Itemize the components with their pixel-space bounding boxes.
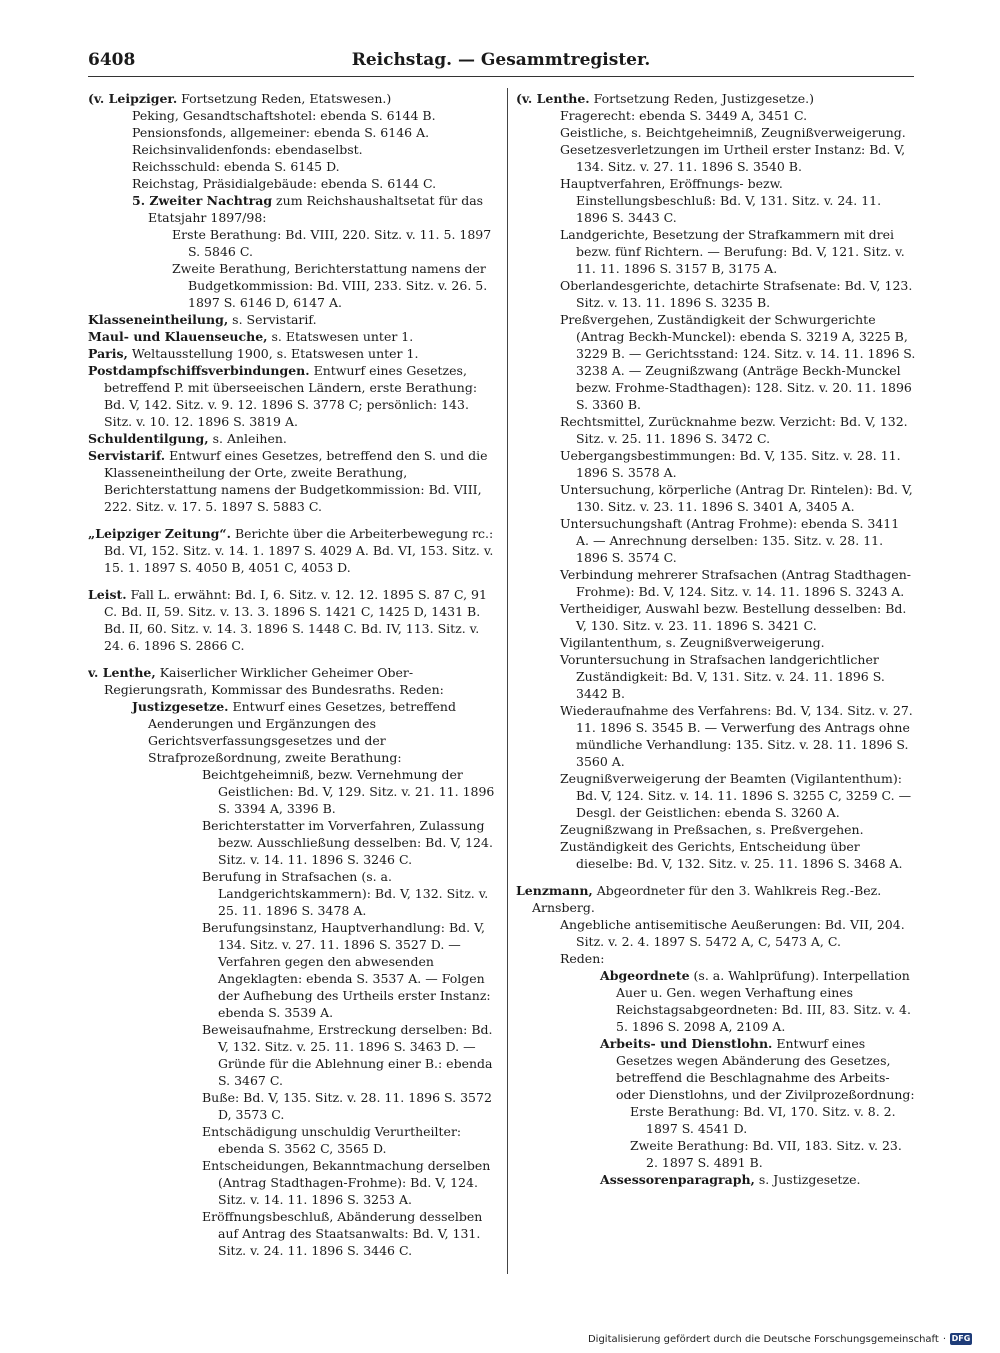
entry-text: Landgerichte, Besetzung der Strafkammern mit drei bezw. fünf Richtern. — Berufung: Bd. V, 121. Sitz. v. 11. 11. 1896 S. 3157 B, 3175 A. [560, 227, 905, 276]
entry-heading: Paris, [88, 346, 128, 361]
entry-text: Berufungsinstanz, Hauptverhandlung: Bd. V, 134. Sitz. v. 27. 11. 1896 S. 3527 D. — Verfahren gegen den abwesenden Angeklagten: ebenda S. 3537 A. — Folgen der Aufhebung des Urtheils erster Instanz: ebenda S. 3539 A. [202, 920, 491, 1020]
entry-text: Weltausstellung 1900, s. Etatswesen unter 1. [127, 346, 419, 361]
right-column-entry [516, 821, 916, 838]
left-column-entry [88, 430, 500, 447]
left-column-entry [88, 1123, 500, 1157]
entry-heading: Arbeits- und Dienstlohn. [600, 1036, 773, 1051]
entry-text: Untersuchungshaft (Antrag Frohme): ebenda S. 3411 A. — Anrechnung derselben: 135. Sitz. v. 28. 11. 1896 S. 3574 C. [560, 516, 900, 565]
right-column-entry [516, 566, 916, 600]
right-column-entry [516, 651, 916, 702]
entry-text: Entwurf eines Gesetzes, betreffend den S. und die Klasseneintheilung der Orte, zweite Berathung, Berichterstattung namens der Budgetkommission: Bd. VIII, 222. Sitz. v. 17. 5. 1897 S. 5883 C. [104, 448, 488, 514]
left-column-entry [88, 362, 500, 430]
entry-text: Uebergangsbestimmungen: Bd. V, 135. Sitz. v. 28. 11. 1896 S. 3578 A. [560, 448, 901, 480]
right-column-entry [516, 770, 916, 821]
entry-text: zum Reichshaushaltsetat für das Etatsjahr 1897/98: [148, 193, 484, 225]
right-column-entry [516, 481, 916, 515]
left-column-entry [88, 311, 500, 328]
entry-text: Berichterstatter im Vorverfahren, Zulassung bezw. Ausschließung desselben: Bd. V, 124. Sitz. v. 14. 11. 1896 S. 3246 C. [202, 818, 493, 867]
left-column-entry [88, 1021, 500, 1089]
left-column-entry [88, 107, 500, 124]
entry-text: Zeugnißzwang in Preßsachen, s. Preßvergehen. [560, 822, 864, 837]
entry-text: Fragerecht: ebenda S. 3449 A, 3451 C. [560, 108, 808, 123]
entry-text: Untersuchung, körperliche (Antrag Dr. Rintelen): Bd. V, 130. Sitz. v. 23. 11. 1896 S. 3401 A, 3405 A. [560, 482, 913, 514]
entry-text: Berufung in Strafsachen (s. a. Landgerichtskammern): Bd. V, 132. Sitz. v. 25. 11. 1896 S. 3478 A. [202, 869, 489, 918]
right-column-entry [516, 277, 916, 311]
right-column-entry [516, 515, 916, 566]
right-column-entry [516, 175, 916, 226]
entry-text: Reden: [560, 951, 605, 966]
entry-text: s. Justizgesetze. [754, 1172, 861, 1187]
right-column-entry [516, 226, 916, 277]
entry-text: Entschädigung unschuldig Verurtheilter: ebenda S. 3562 C, 3565 D. [202, 1124, 462, 1156]
left-column-entry [88, 447, 500, 515]
right-column-entry [516, 107, 916, 124]
left-column-entry [88, 90, 500, 107]
entry-heading: (v. Leipziger. [88, 91, 178, 106]
left-column-entry [88, 698, 500, 766]
column-divider [507, 88, 508, 1274]
right-column-entry [516, 916, 916, 950]
left-column-entry [88, 1208, 500, 1259]
dfg-logo-icon: DFG [951, 1334, 971, 1343]
entry-text: Berichte über die Arbeiterbewegung rc.: Bd. VI, 152. Sitz. v. 14. 1. 1897 S. 4029 A. Bd. VI, 153. Sitz. v. 15. 1. 1897 S. 4050 B, 4051 C, 4053 D. [104, 526, 494, 575]
entry-heading: Lenzmann, [516, 883, 593, 898]
entry-text: Fall L. erwähnt: Bd. I, 6. Sitz. v. 12. 12. 1895 S. 87 C, 91 C. Bd. II, 59. Sitz. v. 13. 3. 1896 S. 1421 C, 1425 D, 1431 B. Bd. II, 60. Sitz. v. 14. 3. 1896 S. 1448 C. Bd. IV, 113. Sitz. v. 24. 6. 1896 S. 2866 C. [104, 587, 487, 653]
left-column-entry [88, 1089, 500, 1123]
entry-text: Zeugnißverweigerung der Beamten (Vigilantenthum): Bd. V, 124. Sitz. v. 14. 11. 1896 S. 3255 C, 3259 C. — Desgl. der Geistlichen: ebenda S. 3260 A. [560, 771, 912, 820]
right-column-entry [516, 1171, 916, 1188]
entry-heading: 5. Zweiter Nachtrag [132, 193, 273, 208]
right-column-entry [516, 1137, 916, 1171]
left-column-entry [88, 345, 500, 362]
entry-text: Oberlandesgerichte, detachirte Strafsenate: Bd. V, 123. Sitz. v. 13. 11. 1896 S. 3235 B. [560, 278, 913, 310]
entry-text: Erste Berathung: Bd. VI, 170. Sitz. v. 8. 2. 1897 S. 4541 D. [630, 1104, 896, 1136]
entry-heading: Abgeordnete [600, 968, 690, 983]
entry-text: Entwurf eines Gesetzes, betreffend P. mit überseeischen Ländern, erste Berathung: Bd. V, 142. Sitz. v. 9. 12. 1896 S. 3778 C; persönlich: 143. Sitz. v. 10. 12. 1896 S. 3819 A. [104, 363, 478, 429]
footer-credit: Digitalisierung gefördert durch die Deutsche Forschungsgemeinschaft [587, 1333, 939, 1345]
right-column-entry [516, 1035, 916, 1103]
entry-text: Beweisaufnahme, Erstreckung derselben: Bd. V, 132. Sitz. v. 25. 11. 1896 S. 3463 D. — Gründe für die Ablehnung einer B.: ebenda S. 3467 C. [202, 1022, 493, 1088]
entry-text: s. Anleihen. [208, 431, 287, 446]
left-column-entry [88, 158, 500, 175]
entry-text: Preßvergehen, Zuständigkeit der Schwurgerichte (Antrag Beckh-Munckel): ebenda S. 3219 A, 3225 B, 3229 B. — Gerichtsstand: 124. Sitz. v. 14. 11. 1896 S. 3238 A. — Zeugnißzwang (Anträge Beckh-Munckel bezw. Frohme-Stadthagen): 128. Sitz. v. 20. 11. 1896 S. 3360 B. [560, 312, 916, 412]
entry-text: Zweite Berathung, Berichterstattung namens der Budgetkommission: Bd. VIII, 233. Sitz. v. 26. 5. 1897 S. 6146 D, 6147 A. [172, 261, 488, 310]
entry-text: Verbindung mehrerer Strafsachen (Antrag Stadthagen-Frohme): Bd. V, 124. Sitz. v. 14. 11. 1896 S. 3243 A. [560, 567, 911, 599]
entry-text: Reichsschuld: ebenda S. 6145 D. [132, 159, 340, 174]
entry-text: Gesetzesverletzungen im Urtheil erster Instanz: Bd. V, 134. Sitz. v. 27. 11. 1896 S. 3540 B. [560, 142, 906, 174]
entry-text: s. Etatswesen unter 1. [267, 329, 414, 344]
entry-heading: Assessorenparagraph, [600, 1172, 755, 1187]
entry-text: Buße: Bd. V, 135. Sitz. v. 28. 11. 1896 S. 3572 D, 3573 C. [202, 1090, 492, 1122]
entry-text: Eröffnungsbeschluß, Abänderung desselben auf Antrag des Staatsanwalts: Bd. V, 131. Sitz. v. 24. 11. 1896 S. 3446 C. [202, 1209, 483, 1258]
entry-text: Pensionsfonds, allgemeiner: ebenda S. 6146 A. [132, 125, 430, 140]
right-column-entry [516, 600, 916, 634]
right-column-entry [516, 967, 916, 1035]
left-column-entry [88, 1157, 500, 1208]
entry-heading: „Leipziger Zeitung“. [88, 526, 231, 541]
entry-text: Entwurf eines Gesetzes, betreffend Aenderungen und Ergänzungen des Gerichtsverfassungsgesetzes und der Strafprozeßordnung, zweite Berathung: [148, 699, 456, 765]
left-column-entry [88, 817, 500, 868]
entry-text: Reichsinvalidenfonds: ebendaselbst. [132, 142, 363, 157]
right-column-entry [516, 950, 916, 967]
entry-text: Zweite Berathung: Bd. VII, 183. Sitz. v. 23. 2. 1897 S. 4891 B. [630, 1138, 902, 1170]
entry-heading: v. Lenthe, [88, 665, 156, 680]
right-column-entry [516, 124, 916, 141]
entry-text: Vertheidiger, Auswahl bezw. Bestellung desselben: Bd. V, 130. Sitz. v. 23. 11. 1896 S. 3421 C. [560, 601, 907, 633]
left-column-entry [88, 525, 500, 576]
entry-text: Reichstag, Präsidialgebäude: ebenda S. 6144 C. [132, 176, 437, 191]
entry-text: Hauptverfahren, Eröffnungs- bezw. Einstellungsbeschluß: Bd. V, 131. Sitz. v. 24. 11. 1896 S. 3443 C. [560, 176, 882, 225]
right-column-entry [516, 141, 916, 175]
right-column-entry [516, 702, 916, 770]
entry-text: Fortsetzung Reden, Justizgesetze.) [589, 91, 814, 106]
right-column-entry [516, 447, 916, 481]
left-column-entry [88, 192, 500, 226]
footer: Digitalisierung gefördert durch die Deutsche Forschungsgemeinschaft · DFG [587, 1333, 971, 1345]
entry-text: Wiederaufnahme des Verfahrens: Bd. V, 134. Sitz. v. 27. 11. 1896 S. 3545 B. — Verwerfung des Antrags ohne mündliche Verhandlung: 135. Sitz. v. 28. 11. 1896 S. 3560 A. [560, 703, 913, 769]
entry-text: Entscheidungen, Bekanntmachung derselben (Antrag Stadthagen-Frohme): Bd. V, 124. Sitz. v. 14. 11. 1896 S. 3253 A. [202, 1158, 491, 1207]
right-column-entry [516, 311, 916, 413]
right-column-entry [516, 413, 916, 447]
entry-heading: (v. Lenthe. [516, 91, 590, 106]
left-column-entry [88, 766, 500, 817]
entry-text: Kaiserlicher Wirklicher Geheimer Ober-Regierungsrath, Kommissar des Bundesraths. Reden: [104, 665, 444, 697]
right-column [516, 90, 916, 1280]
entry-text: Erste Berathung: Bd. VIII, 220. Sitz. v. 11. 5. 1897 S. 5846 C. [172, 227, 492, 259]
entry-text: Rechtsmittel, Zurücknahme bezw. Verzicht: Bd. V, 132. Sitz. v. 25. 11. 1896 S. 3472 C. [560, 414, 908, 446]
entry-heading: Servistarif. [88, 448, 166, 463]
right-column-entry [516, 634, 916, 651]
right-column-entry [516, 882, 916, 916]
left-column [88, 90, 500, 1280]
entry-text: Peking, Gesandtschaftshotel: ebenda S. 6144 B. [132, 108, 436, 123]
entry-text: s. Servistarif. [228, 312, 317, 327]
right-column-entry [516, 90, 916, 107]
entry-text: Vigilantenthum, s. Zeugnißverweigerung. [560, 635, 825, 650]
entry-text: Beichtgeheimniß, bezw. Vernehmung der Geistlichen: Bd. V, 129. Sitz. v. 21. 11. 1896 S. 3394 A, 3396 B. [202, 767, 495, 816]
left-column-entry [88, 868, 500, 919]
left-column-entry [88, 260, 500, 311]
left-column-entry [88, 919, 500, 1021]
entry-heading: Maul- und Klauenseuche, [88, 329, 268, 344]
left-column-entry [88, 586, 500, 654]
entry-text: Angebliche antisemitische Aeußerungen: Bd. VII, 204. Sitz. v. 2. 4. 1897 S. 5472 A, C, 5473 A, C. [560, 917, 905, 949]
right-column-entry [516, 1103, 916, 1137]
entry-heading: Klasseneintheilung, [88, 312, 229, 327]
running-title: Reichstag. — Gesammtregister. [351, 50, 651, 70]
entry-text: Entwurf eines Gesetzes wegen Abänderung des Gesetzes, betreffend die Beschlagnahme des Arbeits- oder Dienstlohns, und der Zivilprozeßordnung: [616, 1036, 915, 1102]
entry-heading: Schuldentilgung, [88, 431, 209, 446]
entry-heading: Postdampfschiffsverbindungen. [88, 363, 310, 378]
left-column-entry [88, 226, 500, 260]
page-header [88, 50, 914, 77]
left-column-entry [88, 141, 500, 158]
page-number: 6408 [88, 50, 136, 70]
entry-text: Zuständigkeit des Gerichts, Entscheidung über dieselbe: Bd. V, 132. Sitz. v. 25. 11. 1896 S. 3468 A. [560, 839, 903, 871]
entry-text: Fortsetzung Reden, Etatswesen.) [177, 91, 392, 106]
entry-text: Geistliche, s. Beichtgeheimniß, Zeugnißverweigerung. [560, 125, 906, 140]
left-column-entry [88, 664, 500, 698]
left-column-entry [88, 175, 500, 192]
entry-heading: Justizgesetze. [132, 699, 229, 714]
right-column-entry [516, 838, 916, 872]
entry-text: (s. a. Wahlprüfung). Interpellation Auer u. Gen. wegen Verhaftung eines Reichstagsabgeordneten: Bd. III, 83. Sitz. v. 4. 5. 1896 S. 2098 A, 2109 A. [616, 968, 911, 1034]
entry-text: Voruntersuchung in Strafsachen landgerichtlicher Zuständigkeit: Bd. V, 131. Sitz. v. 24. 11. 1896 S. 3442 B. [560, 652, 885, 701]
entry-heading: Leist. [88, 587, 127, 602]
left-column-entry [88, 328, 500, 345]
left-column-entry [88, 124, 500, 141]
entry-text: Abgeordneter für den 3. Wahlkreis Reg.-Bez. Arnsberg. [532, 883, 882, 915]
